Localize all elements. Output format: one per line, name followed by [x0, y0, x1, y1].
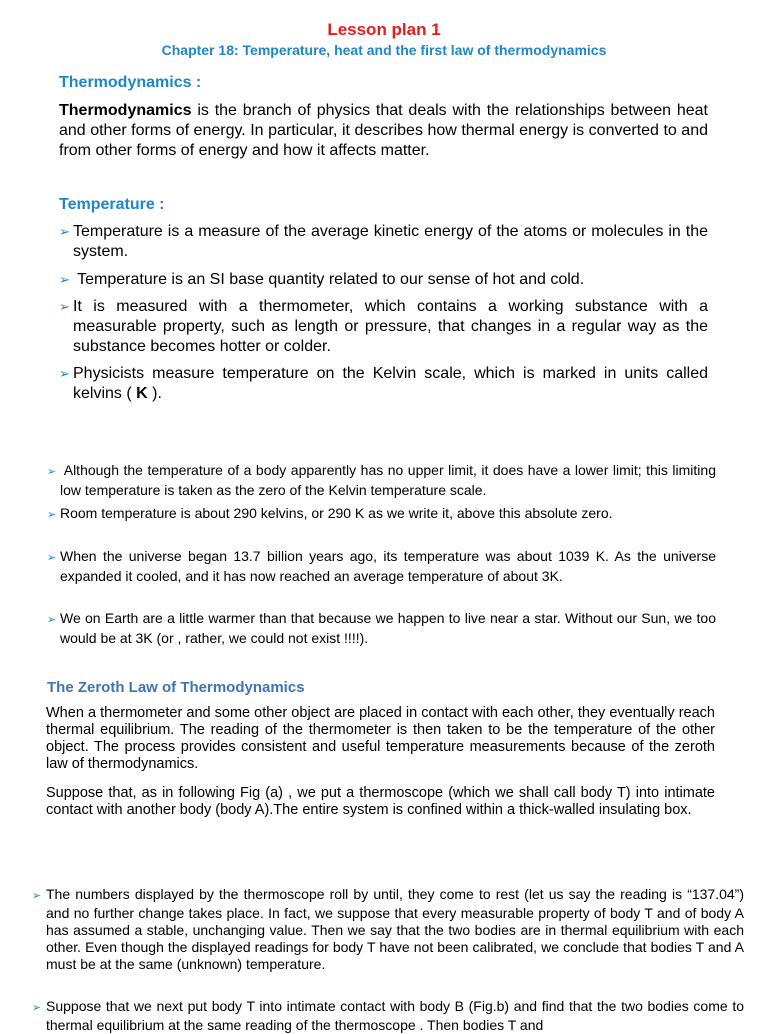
zeroth-bullet-2: ➢ Suppose that we next put body T into intimate contact with body B (Fig.b) and find that the two bodies come to thermal equilibrium at the same reading of the thermoscope . Then bodies T and [32, 998, 744, 1033]
arrow-bullet-icon: ➢ [32, 890, 42, 902]
thermodynamics-heading: Thermodynamics : [59, 74, 202, 91]
arrow-bullet-icon: ➢ [47, 614, 57, 626]
temperature-bullet-3: ➢ It is measured with a thermometer, which contains a working substance with a measurable property, such as length or pressure, that changes in a regular way as the substance becomes hotter or colder. [59, 298, 708, 355]
thermodynamics-term: Thermodynamics [59, 102, 192, 119]
arrow-bullet-icon: ➢ [59, 272, 70, 287]
zeroth-law-heading: The Zeroth Law of Thermodynamics [47, 679, 305, 696]
kelvin-bullet-1: ➢ Although the temperature of a body apparently has no upper limit, it does have a lower limit; this limiting low temperature is taken as the zero of the Kelvin temperature scale. [47, 462, 716, 498]
lesson-title: Lesson plan 1 [327, 20, 441, 39]
arrow-bullet-icon: ➢ [59, 366, 70, 381]
kelvin-bullet-3: ➢ When the universe began 13.7 billion years ago, its temperature was about 1039 K. As the universe expanded it cooled, and it has now reached an average temperature of about 3K. [47, 548, 716, 584]
arrow-bullet-icon: ➢ [47, 552, 57, 564]
temperature-bullet-4: ➢ Physicists measure temperature on the Kelvin scale, which is marked in units called kelvins ( K ). [59, 365, 708, 402]
arrow-bullet-icon: ➢ [59, 299, 70, 314]
temperature-heading: Temperature : [59, 196, 165, 213]
kelvin-symbol: K [136, 385, 148, 402]
arrow-bullet-icon: ➢ [59, 224, 70, 239]
zeroth-paragraph-2: Suppose that, as in following Fig (a) , we put a thermoscope (which we shall call body T) into intimate contact with another body (body A).The entire system is confined within a thick-walled insulating box. [46, 785, 715, 818]
temperature-bullet-1: ➢ Temperature is a measure of the average kinetic energy of the atoms or molecules in the system. [59, 223, 708, 260]
arrow-bullet-icon: ➢ [32, 1002, 42, 1014]
arrow-bullet-icon: ➢ [47, 466, 57, 478]
kelvin-bullet-4: ➢ We on Earth are a little warmer than that because we happen to live near a star. Without our Sun, we too would be at 3K (or , rather, we could not exist !!!!). [47, 610, 716, 646]
arrow-bullet-icon: ➢ [47, 509, 57, 521]
zeroth-paragraph-1: When a thermometer and some other object are placed in contact with each other, they eventually reach thermal equilibrium. The reading of the thermometer is then taken to be the temperature of the other object. The process provides consistent and useful temperature measurements because of the zeroth law of thermodynamics. [46, 705, 715, 772]
thermodynamics-text: is the branch of physics that deals with the relationships between heat and other forms of energy. In particular, it describes how thermal energy is converted to and from other forms of energy and how it affects matter. [59, 102, 708, 159]
thermodynamics-definition [59, 101, 708, 161]
chapter-title: Chapter 18: Temperature, heat and the first law of thermodynamics [161, 42, 607, 58]
kelvin-bullet-2: ➢ Room temperature is about 290 kelvins, or 290 K as we write it, above this absolute zero. [47, 504, 716, 524]
zeroth-bullet-1: ➢ The numbers displayed by the thermoscope roll by until, they come to rest (let us say the reading is “137.04”) and no further change takes place. In fact, we suppose that every measurable property of body T and of body A has assumed a stable, unchanging value. Then we say that the two bodies are in thermal equilibrium with each other. Even though the displayed readings for body T have not been calibrated, we conclude that bodies T and A must be at the same (unknown) temperature. [32, 886, 744, 972]
temperature-bullet-2: ➢ Temperature is an SI base quantity related to our sense of hot and cold. [59, 271, 585, 288]
